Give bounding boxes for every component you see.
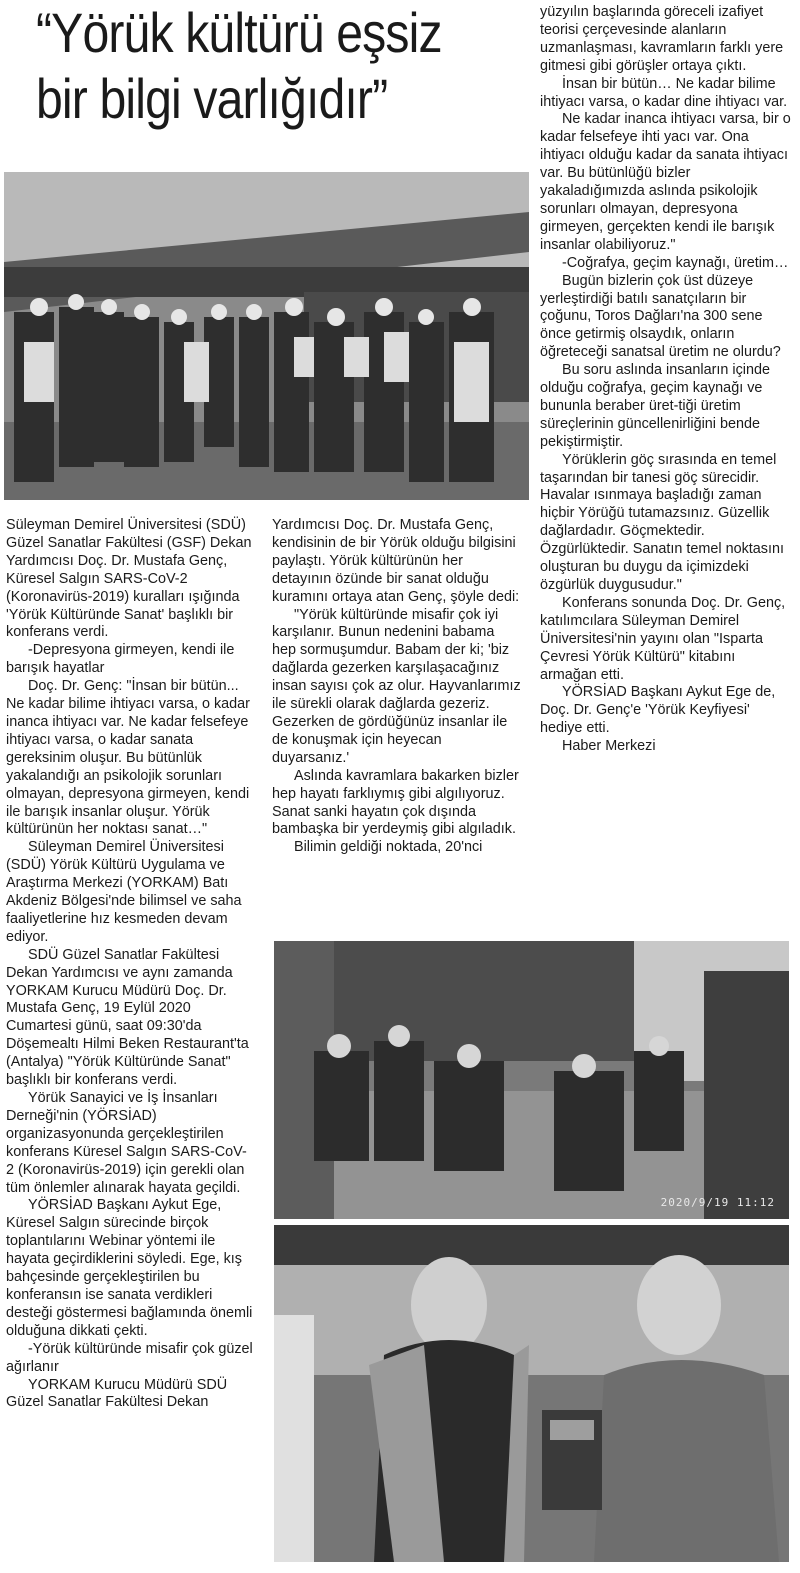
paragraph: Bilimin geldiği noktada, 20'nci (294, 839, 483, 856)
paragraph: SDÜ Güzel Sanatlar Fakültesi Dekan Yardımcısı ve aynı zamanda YORKAM Kurucu Müdürü Doç. Dr. Mustafa Genç, 19 Eylül 2020 Cumartesi günü, saat 09:30'da Döşemealtı Hilmi Beken Restaurant'ta (Antalya) "Yörük Kültüründe Sanat" başlıklı bir konferans verdi. (6, 946, 249, 1089)
byline: Haber Merkezi (562, 738, 656, 755)
paragraph: Yardımcısı Doç. Dr. Mustafa Genç, kendisinin de bir Yörük olduğu bilgisini paylaştı. Yörük kültürünün her detayının özünde bir sanat olduğu kuramını ortaya atan Genç, şöyle dedi: (272, 517, 520, 605)
paragraph: Konferans sonunda Doç. Dr. Genç, katılımcılara Süleyman Demirel Üniversitesi'nin yayını olan "Isparta Çevresi Yörük Kültürü" kitabını armağan etti. (540, 594, 786, 683)
photo-timestamp: 2020/9/19 11:12 (660, 1196, 775, 1209)
paragraph: İnsan bir bütün… Ne kadar bilime ihtiyacı varsa, o kadar dine ihtiyacı var. (540, 75, 788, 110)
paragraph: Yörüklerin göç sırasında en temel taşarından bir tanesi göç sürecidir. Havalar ısınmaya başladığı zaman hiçbir Yörüğü tutamazsınız. Güzellik dağlardadır. Göçmektedir. Özgürlüktedir. Sanatın temel noktasını oluşturan bu duygu da içimizdeki özgürlük duygusudur." (540, 451, 784, 593)
headline-line-1: “Yörük kültürü eşsiz (36, 1, 442, 64)
paragraph: Aslında kavramlara bakarken bizler hep hayatı farklıymış gibi algılıyoruz. Sanat sanki hayatın çok dışında bambaşka bir yerdeymiş gibi algıladık. (272, 767, 519, 838)
article-column-2 (272, 517, 522, 857)
paragraph: Ne kadar inanca ihtiyacı varsa, bir o kadar felsefeye ihti yacı var. Ona ihtiyacı olduğu kadar da sanata ihtiyacı var. Bu bütünlüğü bizler yakaladığımızda aslında psikolojik sorunları olmayan, depresyona girmeyen, gerçekten kendi ile barışık insanlar olabiliyoruz." (540, 111, 791, 253)
group-photo (4, 172, 529, 500)
headline (36, 0, 457, 132)
paragraph: Yörük Sanayici ve İş İnsanları Derneği'nin (YÖRSİAD) organizasyonunda gerçekleştirilen konferans Küresel Salgın SARS-CoV-2 (Koronavirüs-2019) için gerekli olan tüm önlemler alınarak hayata geçildi. (6, 1090, 247, 1196)
paragraph: Süleyman Demirel Üniversitesi (SDÜ) Yörük Kültürü Uygulama ve Araştırma Merkezi (YORKAM) Batı Akdeniz Bölgesi'nde bilimsel ve saha faaliyetlerine hız kesmeden devam ediyor. (6, 839, 242, 945)
paragraph: Bugün bizlerin çok üst düzeye yerleştirdiği batılı sanatçıların bir çoğunu, Toros Dağları'na 300 sene önce getirmiş olsaydık, onların öğreteceği sanatsal üretim ne olurdu? (540, 272, 781, 361)
paragraph: yüzyılın başlarında göreceli izafiyet teorisi çerçevesinde alanların uzmanlaşması, kavramların farklı yere gitmesi gibi görüşler ortaya çıktı. (540, 4, 784, 74)
paragraph: YÖRSİAD Başkanı Aykut Ege, Küresel Salgın sürecinde birçok toplantılarını Webinar yöntemi ile hayata geçirdiklerini söyledi. Ege, kış bahçesinde gerçekleştirilen bu konferansın ise sanata verdikleri desteği göstermesi bağlamında önemli olduğuna dikkati çekti. (6, 1197, 253, 1339)
article-column-3 (540, 4, 793, 756)
subheading: -Yörük kültüründe misafir çok güzel ağırlanır (6, 1340, 253, 1375)
paragraph: YÖRSİAD Başkanı Aykut Ege de, Doç. Dr. Genç'e 'Yörük Keyfiyesi' hediye etti. (540, 684, 776, 737)
paragraph: Süleyman Demirel Üniversitesi (SDÜ) Güzel Sanatlar Fakültesi (GSF) Dekan Yardımcısı Doç. Dr. Mustafa Genç, Küresel Salgın SARS-CoV-2 (Koronavirüs-2019) kuralları ışığında 'Yörük Kültüründe Sanat' başlıklı bir konferans verdi. (6, 517, 252, 641)
audience-photo (274, 941, 789, 1219)
paragraph: Doç. Dr. Genç: "İnsan bir bütün... Ne kadar bilime ihtiyacı varsa, o kadar inanca ihtiyacı var. Ne kadar felsefeye ihtiyacı varsa, o kadar sanata gereksinim oluşur. Bu bütünlük yakalandığı an psikolojik sorunları olmayan, depresyona girmeyen, kendi ile barışık insanlar oluşur. Yörük kültürünün her noktası sanat…" (6, 678, 250, 838)
paragraph: YORKAM Kurucu Müdürü SDÜ Güzel Sanatlar Fakültesi Dekan (6, 1376, 228, 1411)
article-column-1 (6, 517, 254, 1412)
paragraph: Bu soru aslında insanların içinde olduğu coğrafya, geçim kaynağı ve bununla beraber üret-tiği üretim süreçlerinin güncellenirliğini bende pekiştirmiştir. (540, 362, 770, 450)
subheading: -Coğrafya, geçim kaynağı, üretim… (562, 254, 789, 271)
headline-line-2: bir bilgi varlığıdır” (36, 67, 388, 130)
subheading: -Depresyona girmeyen, kendi ile barışık hayatlar (6, 642, 235, 677)
award-photo (274, 1225, 789, 1562)
paragraph: "Yörük kültüründe misafir çok iyi karşılanır. Bunun nedenini babama hep sormuşumdur. Babam der ki; 'biz dağlarda gezerken karşılaşacağınız insan sayısı çok az olur. Hayvanlarımız ile sürekli olarak dağlarda gezeriz. Gezerken de gördüğünüz insanlar ile de konuşmak için heyecan duyarsanız.' (272, 606, 521, 766)
